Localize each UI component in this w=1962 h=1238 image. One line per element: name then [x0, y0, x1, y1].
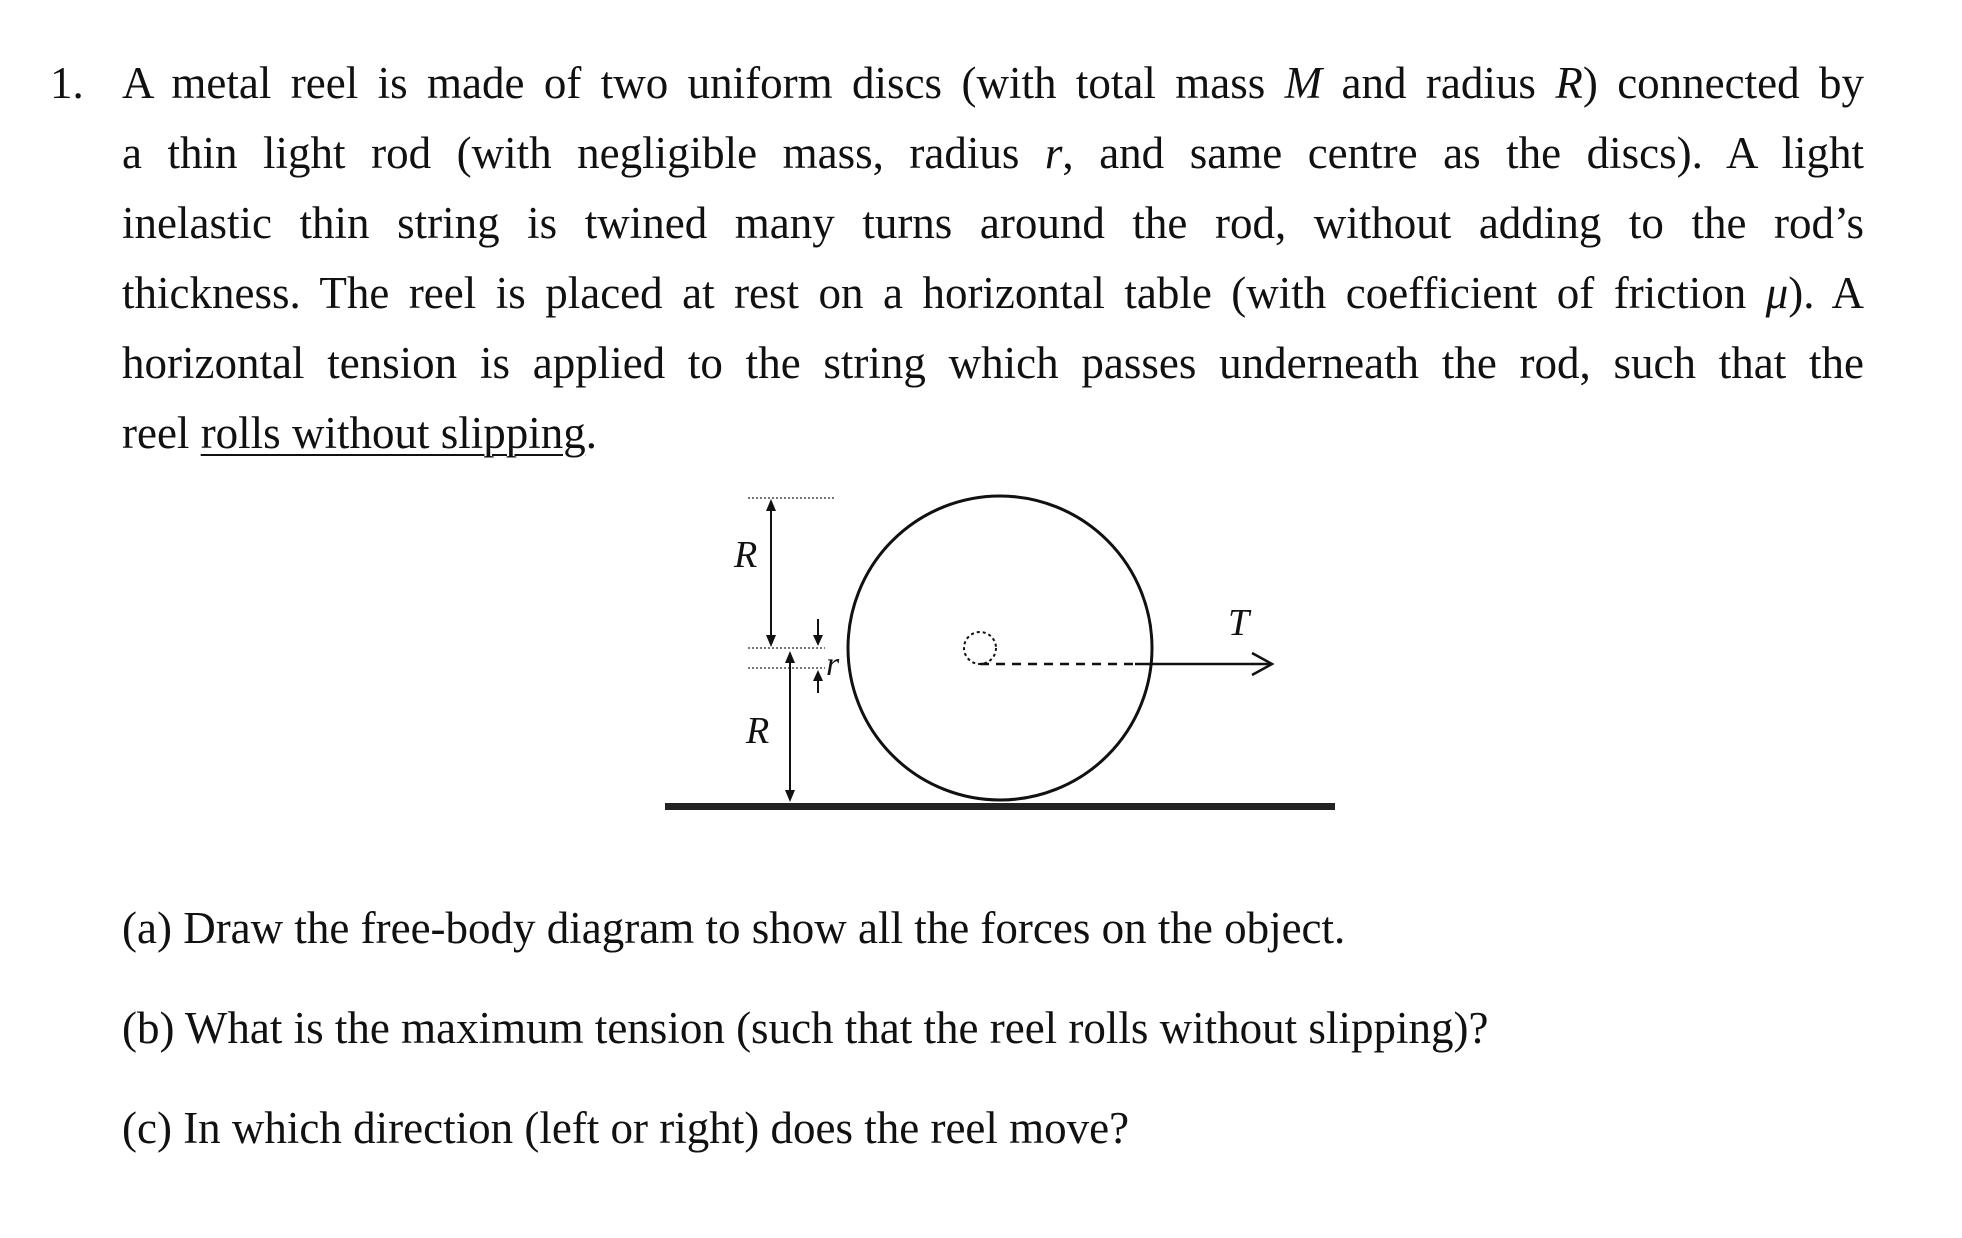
- upper-radius-arrowhead-top: [766, 499, 776, 511]
- upper-radius-label: R: [734, 534, 758, 576]
- rod-radius-arrowhead-up: [813, 670, 823, 681]
- reel-disc: [848, 496, 1152, 800]
- question-text: [122, 48, 1864, 468]
- question-line-2: a thin light rod (with negligible mass, radius r, and same centre as the discs). A light: [122, 128, 1865, 178]
- subquestion-c: (c) In which direction (left or right) does the reel move?: [122, 1103, 1130, 1153]
- table-surface: [665, 803, 1335, 810]
- question-line-1: A metal reel is made of two uniform discs (with total mass M and radius R) connected by: [122, 58, 1864, 108]
- lower-radius-label: R: [746, 710, 770, 752]
- tension-label: T: [1228, 602, 1250, 644]
- rod-radius-label: r: [826, 646, 840, 683]
- lower-radius-arrowhead-bottom: [785, 790, 795, 802]
- reel-rod: [964, 632, 996, 664]
- rod-radius-arrowhead-down: [813, 635, 823, 646]
- reel-diagram: [640, 485, 1360, 825]
- rolls-without-slipping-emphasis: rolls without slipping: [200, 408, 586, 458]
- question-line-5: horizontal tension is applied to the string which passes underneath the rod, such that the: [122, 338, 1864, 388]
- question-line-6: [122, 398, 1864, 468]
- lower-radius-arrowhead-top: [785, 651, 795, 663]
- subquestion-a: (a) Draw the free-body diagram to show all the forces on the object.: [122, 903, 1346, 953]
- last-line-prefix: reel: [122, 408, 201, 458]
- question-number: 1.: [50, 58, 84, 108]
- question-line-4: thickness. The reel is placed at rest on a horizontal table (with coefficient of friction μ). A: [122, 268, 1864, 318]
- question-line-3: inelastic thin string is twined many turns around the rod, without adding to the rod’s: [122, 198, 1864, 248]
- subquestion-b: (b) What is the maximum tension (such that the reel rolls without slipping)?: [122, 1003, 1489, 1053]
- last-line-suffix: .: [585, 408, 597, 458]
- upper-radius-arrowhead-bottom: [766, 635, 776, 647]
